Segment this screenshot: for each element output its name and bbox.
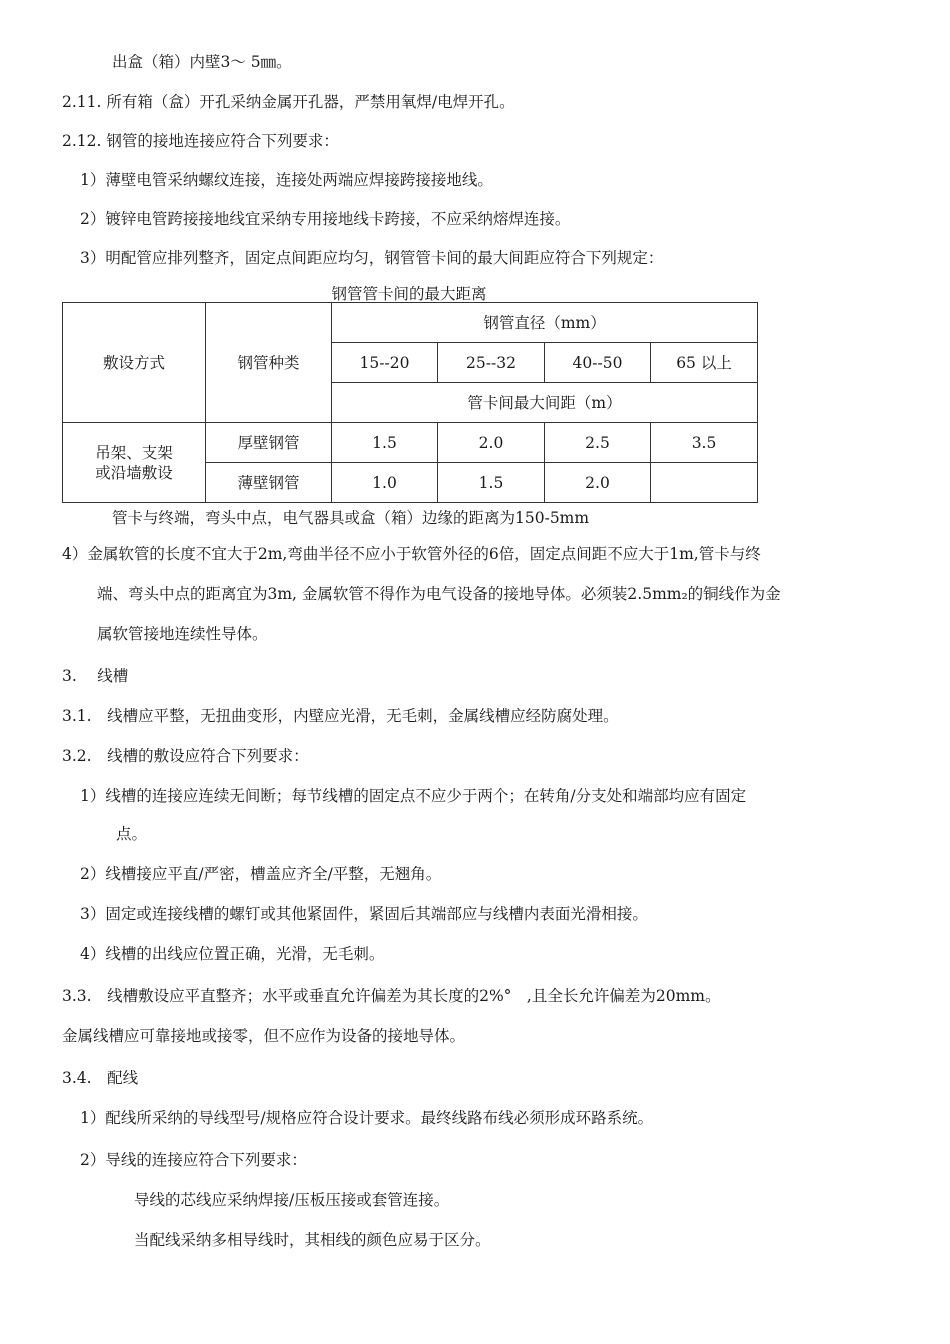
paragraph-line: 2.11. 所有箱（盒）开孔采纳金属开孔器，严禁用氧焊/电焊开孔。	[62, 93, 515, 111]
paragraph-line: 3.2. 线槽的敷设应符合下列要求：	[62, 747, 309, 765]
paragraph-line: 点。	[116, 825, 148, 843]
method-line: 吊架、支架	[95, 443, 173, 462]
header-diameter: 钢管直径（mm）	[332, 303, 758, 343]
paragraph-line: 2）线槽接应平直/严密，槽盖应齐全/平整，无翘角。	[80, 865, 442, 883]
method-cell	[63, 423, 206, 503]
paragraph-line: 4）金属软管的长度不宜大于2m,弯曲半径不应小于软管外径的6倍，固定点间距不应大于1m,管卡与终	[62, 545, 761, 563]
paragraph-line: 导线的芯线应采纳焊接/压板压接或套管连接。	[134, 1191, 450, 1209]
paragraph-line: 3）明配管应排列整齐，固定点间距应均匀，钢管管卡间的最大间距应符合下列规定：	[80, 249, 664, 267]
paragraph-line: 管卡与终端，弯头中点，电气器具或盒（箱）边缘的距离为150-5mm	[112, 509, 590, 527]
value-cell: 1.5	[332, 423, 438, 463]
value-cell: 1.5	[438, 463, 545, 503]
value-cell: 2.0	[545, 463, 651, 503]
value-cell: 3.5	[651, 423, 758, 463]
paragraph-line: 4）线槽的出线应位置正确，光滑，无毛刺。	[80, 945, 385, 963]
paragraph-line: 2）镀锌电管跨接接地线宜采纳专用接地线卡跨接，不应采纳熔焊连接。	[80, 210, 571, 228]
paragraph-line: 2.12. 钢管的接地连接应符合下列要求：	[62, 132, 339, 150]
paragraph-line: 3.1. 线槽应平整，无扭曲变形，内壁应光滑，无毛刺，金属线槽应经防腐处理。	[62, 707, 619, 725]
paragraph-line: 3）固定或连接线槽的螺钉或其他紧固件，紧固后其端部应与线槽内表面光滑相接。	[80, 905, 648, 923]
value-cell	[651, 463, 758, 503]
method-line: 或沿墙敷设	[95, 463, 173, 482]
paragraph-line: 1）配线所采纳的导线型号/规格应符合设计要求。最终线路布线必须形成环路系统。	[80, 1109, 654, 1127]
table-caption: 钢管管卡间的最大距离	[331, 285, 487, 303]
paragraph-line: 属软管接地连续性导体。	[97, 625, 268, 643]
value-cell: 2.5	[545, 423, 651, 463]
pipe-clamp-table	[62, 302, 758, 503]
paragraph-line: 3.3. 线槽敷设应平直整齐；水平或垂直允许偏差为其长度的2%° ,且全长允许偏差为20mm。	[62, 987, 721, 1005]
header-max-distance: 管卡间最大间距（m）	[332, 383, 758, 423]
header-method: 敷设方式	[63, 303, 206, 423]
value-cell: 2.0	[438, 423, 545, 463]
paragraph-line: 当配线采纳多相导线时，其相线的颜色应易于区分。	[134, 1231, 491, 1249]
section-heading: 3.4. 配线	[62, 1069, 139, 1087]
paragraph-line: 端、弯头中点的距离宜为3m, 金属软管不得作为电气设备的接地导体。必须装2.5mm₂的铜线作为金	[97, 585, 781, 603]
pipe-type-cell: 厚壁钢管	[206, 423, 332, 463]
paragraph-line: 1）薄壁电管采纳螺纹连接，连接处两端应焊接跨接接地线。	[80, 171, 493, 189]
diameter-cell: 25--32	[438, 343, 545, 383]
paragraph-line: 1）线槽的连接应连续无间断；每节线槽的固定点不应少于两个；在转角/分支处和端部均应有固定	[80, 787, 747, 805]
pipe-type-cell: 薄壁钢管	[206, 463, 332, 503]
paragraph-line: 2）导线的连接应符合下列要求：	[80, 1151, 307, 1169]
diameter-cell: 65 以上	[651, 343, 758, 383]
header-pipe-type: 钢管种类	[206, 303, 332, 423]
section-heading: 3. 线槽	[62, 667, 129, 685]
value-cell: 1.0	[332, 463, 438, 503]
diameter-cell: 15--20	[332, 343, 438, 383]
paragraph-line: 金属线槽应可靠接地或接零，但不应作为设备的接地导体。	[62, 1027, 466, 1045]
diameter-cell: 40--50	[545, 343, 651, 383]
paragraph-line: 出盒（箱）内壁3～ 5㎜。	[112, 53, 292, 71]
